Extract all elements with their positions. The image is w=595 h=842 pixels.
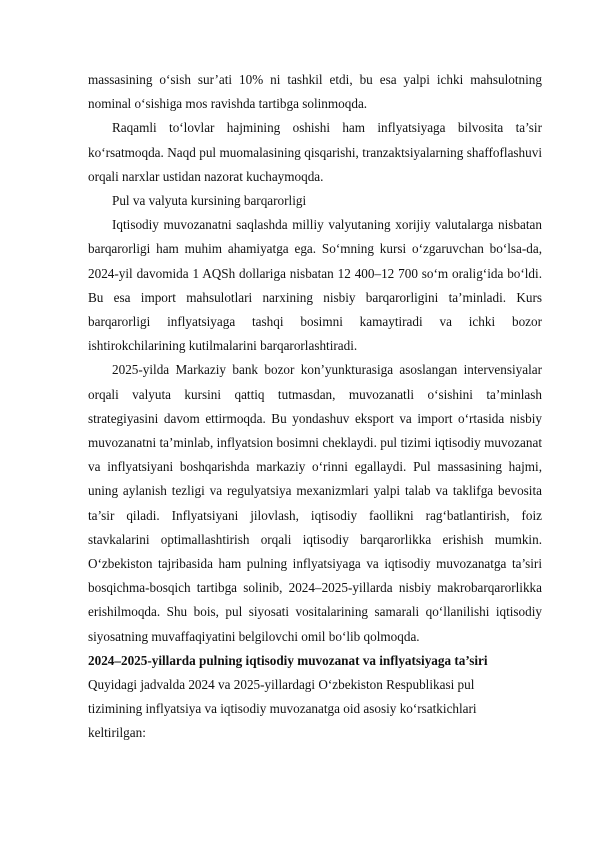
paragraph-digital-payments: Raqamli to‘lovlar hajmining oshishi ham inflyatsiyaga bilvosita ta’sir ko‘rsatmoqda. Naqd pul muomalasining qisqarishi, tranzaktsiyalarning shaffoflashuvi orqali narxlar ustidan nazorat kuchaymoqda. — [88, 120, 542, 184]
paragraph-exchange-rate: Iqtisodiy muvozanatni saqlashda milliy valyutaning xorijiy valutalarga nisbatan barqarorligi ham muhim ahamiyatga ega. So‘mning kursi o‘zgaruvchan bo‘lsa-da, 2024-yil davomida 1 AQSh dollariga nisbatan 12 400–12 700 so‘m oralig‘ida bo‘ldi. Bu esa import mahsulotlari narxining nisbiy barqarorligini ta’minladi. Kurs barqarorligi inflyatsiyaga tashqi bosimni kamaytiradi va ichki bozor ishtirokchilarining kutilmalarini barqarorlashtiradi. — [88, 217, 542, 354]
document-page — [88, 68, 542, 746]
table-intro — [88, 673, 542, 746]
paragraph-money-growth: massasining o‘sish sur’ati 10% ni tashkil etdi, bu esa yalpi ichki mahsulotning nominal o‘sishiga mos ravishda tartibga solinmoqda. — [88, 72, 542, 112]
paragraph-central-bank: 2025-yilda Markaziy bank bozor kon’yunkturasiga asoslangan intervensiyalar orqali valyuta kursini qattiq tutmasdan, muvozanatli o‘sishini ta’minlash strategiyasini davom ettirmoqda. Bu yondashuv eksport va import o‘rtasida nisbiy muvozanatni ta’minlab, inflyatsion bosimni cheklaydi. pul tizimi iqtisodiy muvozanat va inflyatsiyani boshqarishda markaziy o‘rinni egallaydi. Pul massasining hajmi, uning aylanish tezligi va regulyatsiya mexanizmlari yalpi talab va taklifga bevosita ta’sir qiladi. Inflyatsiyani jilovlash, iqtisodiy faollikni rag‘batlantirish, foiz stavkalarini optimallashtirish orqali iqtisodiy barqarorlikka erishish mumkin. O‘zbekiston tajribasida ham pulning inflyatsiyaga va iqtisodiy muvozanatga ta’siri bosqichma-bosqich tartibga solinib, 2024–2025-yillarda nisbiy makrobarqarorlikka erishilmoqda. Shu bois, pul siyosati vositalarining samarali qo‘llanilishi iqtisodiy siyosatning muvaffaqiyatini belgilovchi omil bo‘lib qolmoqda. — [88, 362, 542, 644]
table-intro-line: keltirilgan: — [88, 725, 146, 741]
table-intro-line: tizimining inflyatsiya va iqtisodiy muvozanatga oid asosiy ko‘rsatkichlari — [88, 701, 477, 717]
section-heading: 2024–2025-yillarda pulning iqtisodiy muvozanat va inflyatsiyaga ta’siri — [88, 652, 488, 668]
subheading-currency-stability: Pul va valyuta kursining barqarorligi — [112, 193, 307, 209]
table-intro-line: Quyidagi jadvalda 2024 va 2025-yillardagi O‘zbekiston Respublikasi pul — [88, 677, 475, 693]
